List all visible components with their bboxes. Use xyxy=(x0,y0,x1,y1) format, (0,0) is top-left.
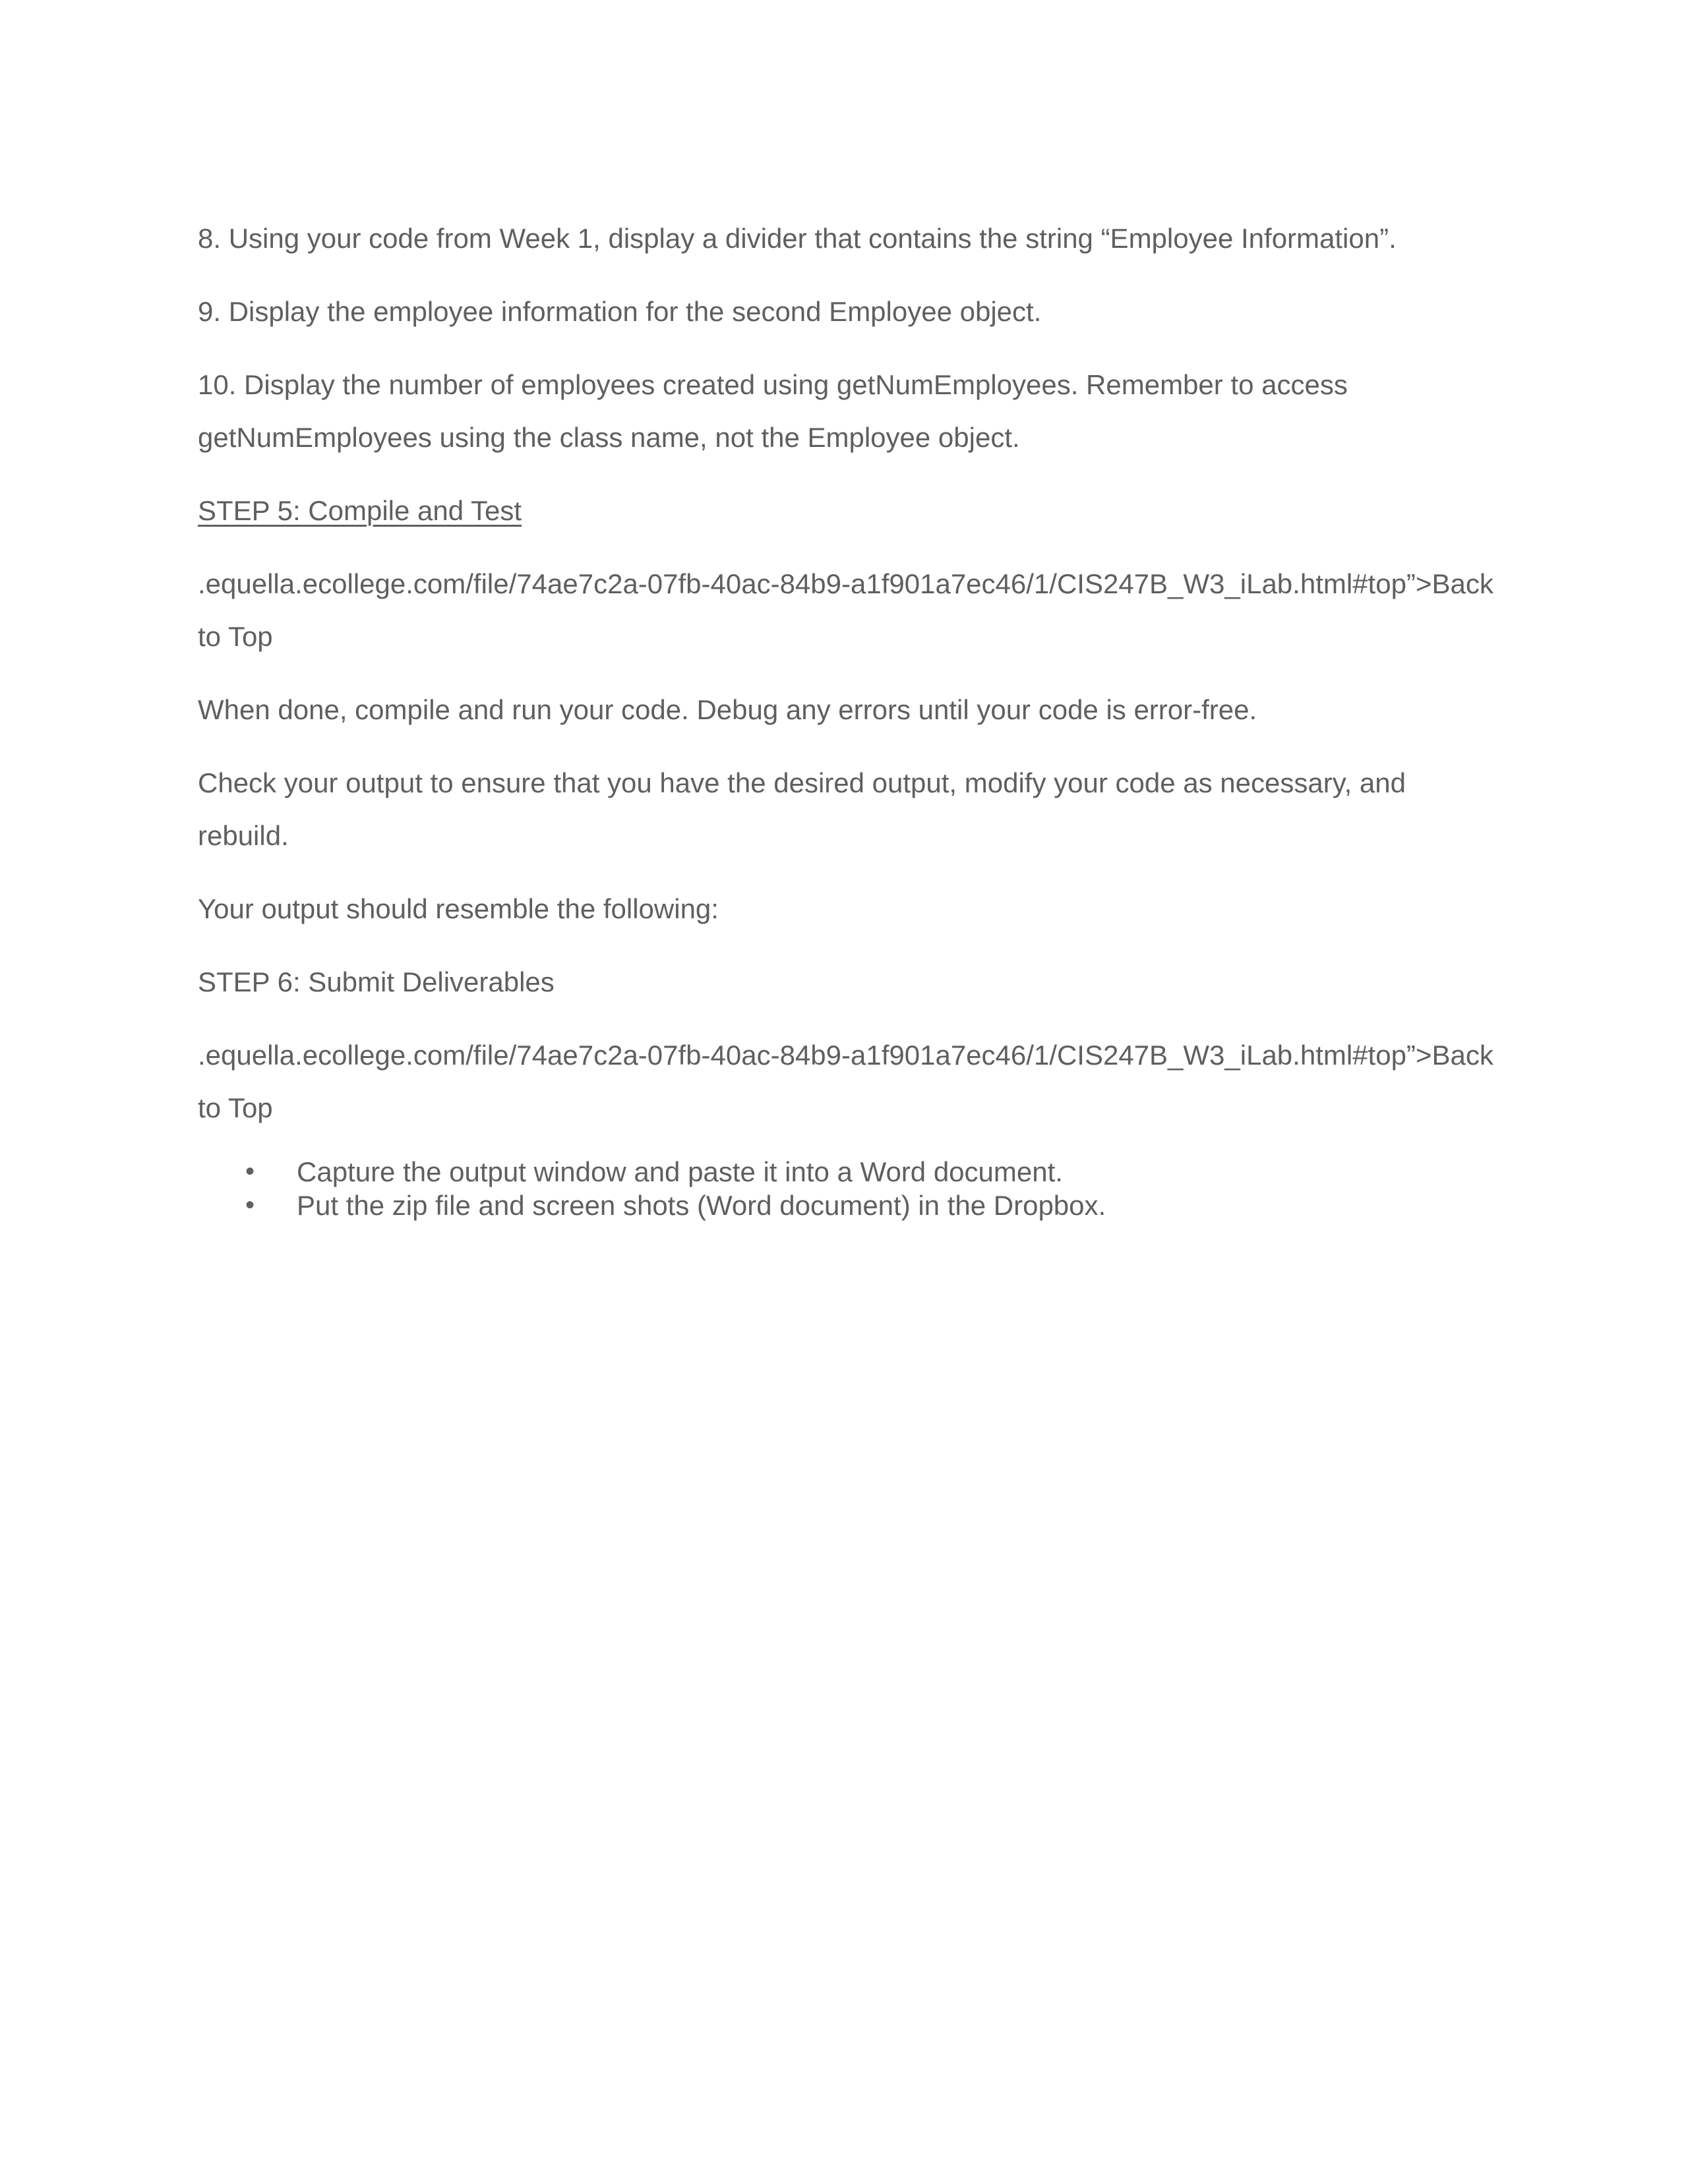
step-6-heading: STEP 6: Submit Deliverables xyxy=(198,966,555,997)
back-to-top-link-1: .equella.ecollege.com/file/74ae7c2a-07fb-40ac-84b9-a1f901a7ec46/1/CIS247B_W3_iLab.html#top”>Back to Top xyxy=(198,568,1493,652)
output-resemble-text: Your output should resemble the following: xyxy=(198,893,719,924)
back-to-top-link-2: .equella.ecollege.com/file/74ae7c2a-07fb-40ac-84b9-a1f901a7ec46/1/CIS247B_W3_iLab.html#top”>Back to Top xyxy=(198,1040,1493,1123)
list-item-text: Capture the output window and paste it into a Word document. xyxy=(297,1156,1063,1187)
step-5-heading-text: STEP 5: Compile and Test xyxy=(198,495,522,526)
deliverables-list xyxy=(198,1155,1503,1222)
list-item xyxy=(198,1155,1503,1189)
step-10-instruction: 10. Display the number of employees created using getNumEmployees. Remember to access getNumEmployees using the class name, not the Employee object. xyxy=(198,369,1348,453)
step-5-heading xyxy=(198,485,1503,537)
bullet-icon: • xyxy=(245,1157,255,1186)
bullet-icon: • xyxy=(245,1191,255,1220)
compile-instruction: When done, compile and run your code. Debug any errors until your code is error-free. xyxy=(198,694,1257,725)
list-item xyxy=(198,1189,1503,1222)
document-body xyxy=(198,212,1503,1222)
step-9-instruction: 9. Display the employee information for the second Employee object. xyxy=(198,296,1042,327)
check-output-instruction: Check your output to ensure that you have the desired output, modify your code as necessary, and rebuild. xyxy=(198,767,1406,851)
list-item-text: Put the zip file and screen shots (Word document) in the Dropbox. xyxy=(297,1190,1106,1221)
step-8-instruction: 8. Using your code from Week 1, display a divider that contains the string “Employee Information”. xyxy=(198,223,1397,254)
